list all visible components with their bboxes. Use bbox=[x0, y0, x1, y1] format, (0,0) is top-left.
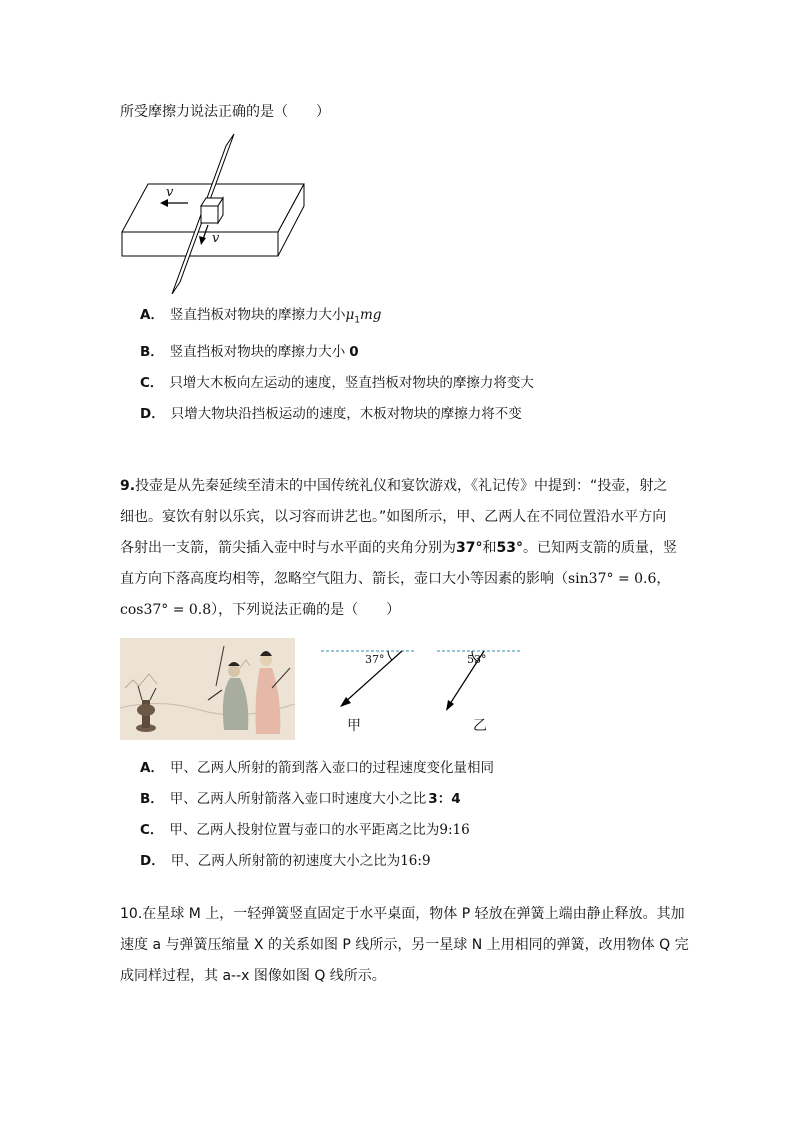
option-value: 16:9 bbox=[400, 853, 431, 869]
option-letter: A． bbox=[140, 760, 164, 776]
option-text: 甲、乙两人投射位置与壶口的水平距离之比为 bbox=[169, 822, 440, 838]
q8-velocity-label-left: v bbox=[166, 185, 174, 200]
q9-number: 9. bbox=[120, 478, 136, 494]
q9-fig-label-yi: 乙 bbox=[473, 718, 487, 734]
option-text: 只增大木板向左运动的速度，竖直挡板对物块的摩擦力将变大 bbox=[169, 375, 534, 391]
formula-rest: mg bbox=[359, 307, 382, 323]
q8-option-c bbox=[140, 373, 534, 393]
option-value: 0 bbox=[349, 344, 359, 360]
q9-option-b bbox=[140, 789, 467, 809]
option-letter: C． bbox=[140, 375, 164, 391]
q8-velocity-label-down: v bbox=[212, 231, 220, 246]
q9-stem bbox=[120, 471, 680, 626]
option-letter: C． bbox=[140, 822, 164, 838]
q9-line5: ），下列说法正确的是（ ） bbox=[211, 602, 401, 618]
option-letter: B． bbox=[140, 344, 164, 360]
q9-option-c bbox=[140, 820, 470, 840]
q10-line1: 10.在星球 M 上，一轻弹簧竖直固定于水平桌面，物体 P 轻放在弹簧上端由静止释放。其加 bbox=[120, 906, 685, 922]
option-letter: B． bbox=[140, 791, 164, 807]
q9-line4a: 直方向下落高度均相等，忽略空气阻力、箭长，壶口大小等因素的影响（ bbox=[120, 571, 568, 587]
option-letter: D． bbox=[140, 406, 165, 422]
q9-fig-label-jia: 甲 bbox=[347, 718, 361, 734]
option-text: 竖直挡板对物块的摩擦力大小 bbox=[169, 307, 346, 323]
q9-line3b: 和 bbox=[482, 540, 497, 556]
q9-sin: sin37° = 0.6 bbox=[568, 571, 657, 587]
q10-line3: 成同样过程，其 a--x 图像如图 Q 线所示。 bbox=[120, 968, 386, 984]
option-text: 甲、乙两人所射箭落入壶口时速度大小之比 bbox=[169, 791, 427, 807]
option-letter: D． bbox=[140, 853, 165, 869]
q8-stem-tail: 所受摩擦力说法正确的是（ ） bbox=[120, 104, 330, 120]
option-text: 甲、乙两人所射的箭到落入壶口的过程速度变化量相同 bbox=[169, 760, 494, 776]
q9-angle1: 37° bbox=[456, 540, 483, 556]
q9-line1: 投壶是从先秦延续至清末的中国传统礼仪和宴饮游戏，《礼记传》中提到：“投壶，射之 bbox=[135, 478, 668, 494]
option-text: 甲、乙两人所射箭的初速度大小之比为 bbox=[170, 853, 401, 869]
q9-fig-angle-37: 37° bbox=[365, 653, 385, 666]
q9-option-d bbox=[140, 851, 431, 871]
q8-option-a bbox=[140, 305, 381, 331]
option-letter: A． bbox=[140, 307, 164, 323]
formula-mu: μ bbox=[345, 307, 355, 323]
q9-line3a: 各射出一支箭，箭尖插入壶中时与水平面的夹角分别为 bbox=[120, 540, 456, 556]
q9-fig-angle-53: 53° bbox=[467, 653, 487, 666]
q8-option-d bbox=[140, 404, 522, 424]
q8-option-b bbox=[140, 342, 365, 362]
q10-stem bbox=[120, 899, 689, 992]
q9-line2: 细也。宴饮有射以乐宾，以习容而讲艺也。”如图所示，甲、乙两人在不同位置沿水平方向 bbox=[120, 509, 667, 525]
q10-line2: 速度 a 与弹簧压缩量 X 的关系如图 P 线所示，另一星球 N 上用相同的弹簧，改用物体 Q 完 bbox=[120, 937, 689, 953]
q9-option-a bbox=[140, 758, 494, 778]
q9-cos: cos37° = 0.8 bbox=[120, 602, 212, 618]
q9-line4b: ， bbox=[656, 571, 671, 587]
formula-sub: 1 bbox=[354, 315, 360, 326]
q9-line3c: 。已知两支箭的质量，竖 bbox=[522, 540, 677, 556]
option-value: 3：4 bbox=[428, 791, 461, 807]
q9-angle2: 53° bbox=[496, 540, 523, 556]
option-text: 只增大物块沿挡板运动的速度，木板对物块的摩擦力将不变 bbox=[170, 406, 522, 422]
option-text: 竖直挡板对物块的摩擦力大小 bbox=[169, 344, 346, 360]
touhu-painting-image bbox=[120, 638, 295, 740]
q8-board-figure bbox=[118, 132, 310, 294]
option-value: 9:16 bbox=[439, 822, 470, 838]
